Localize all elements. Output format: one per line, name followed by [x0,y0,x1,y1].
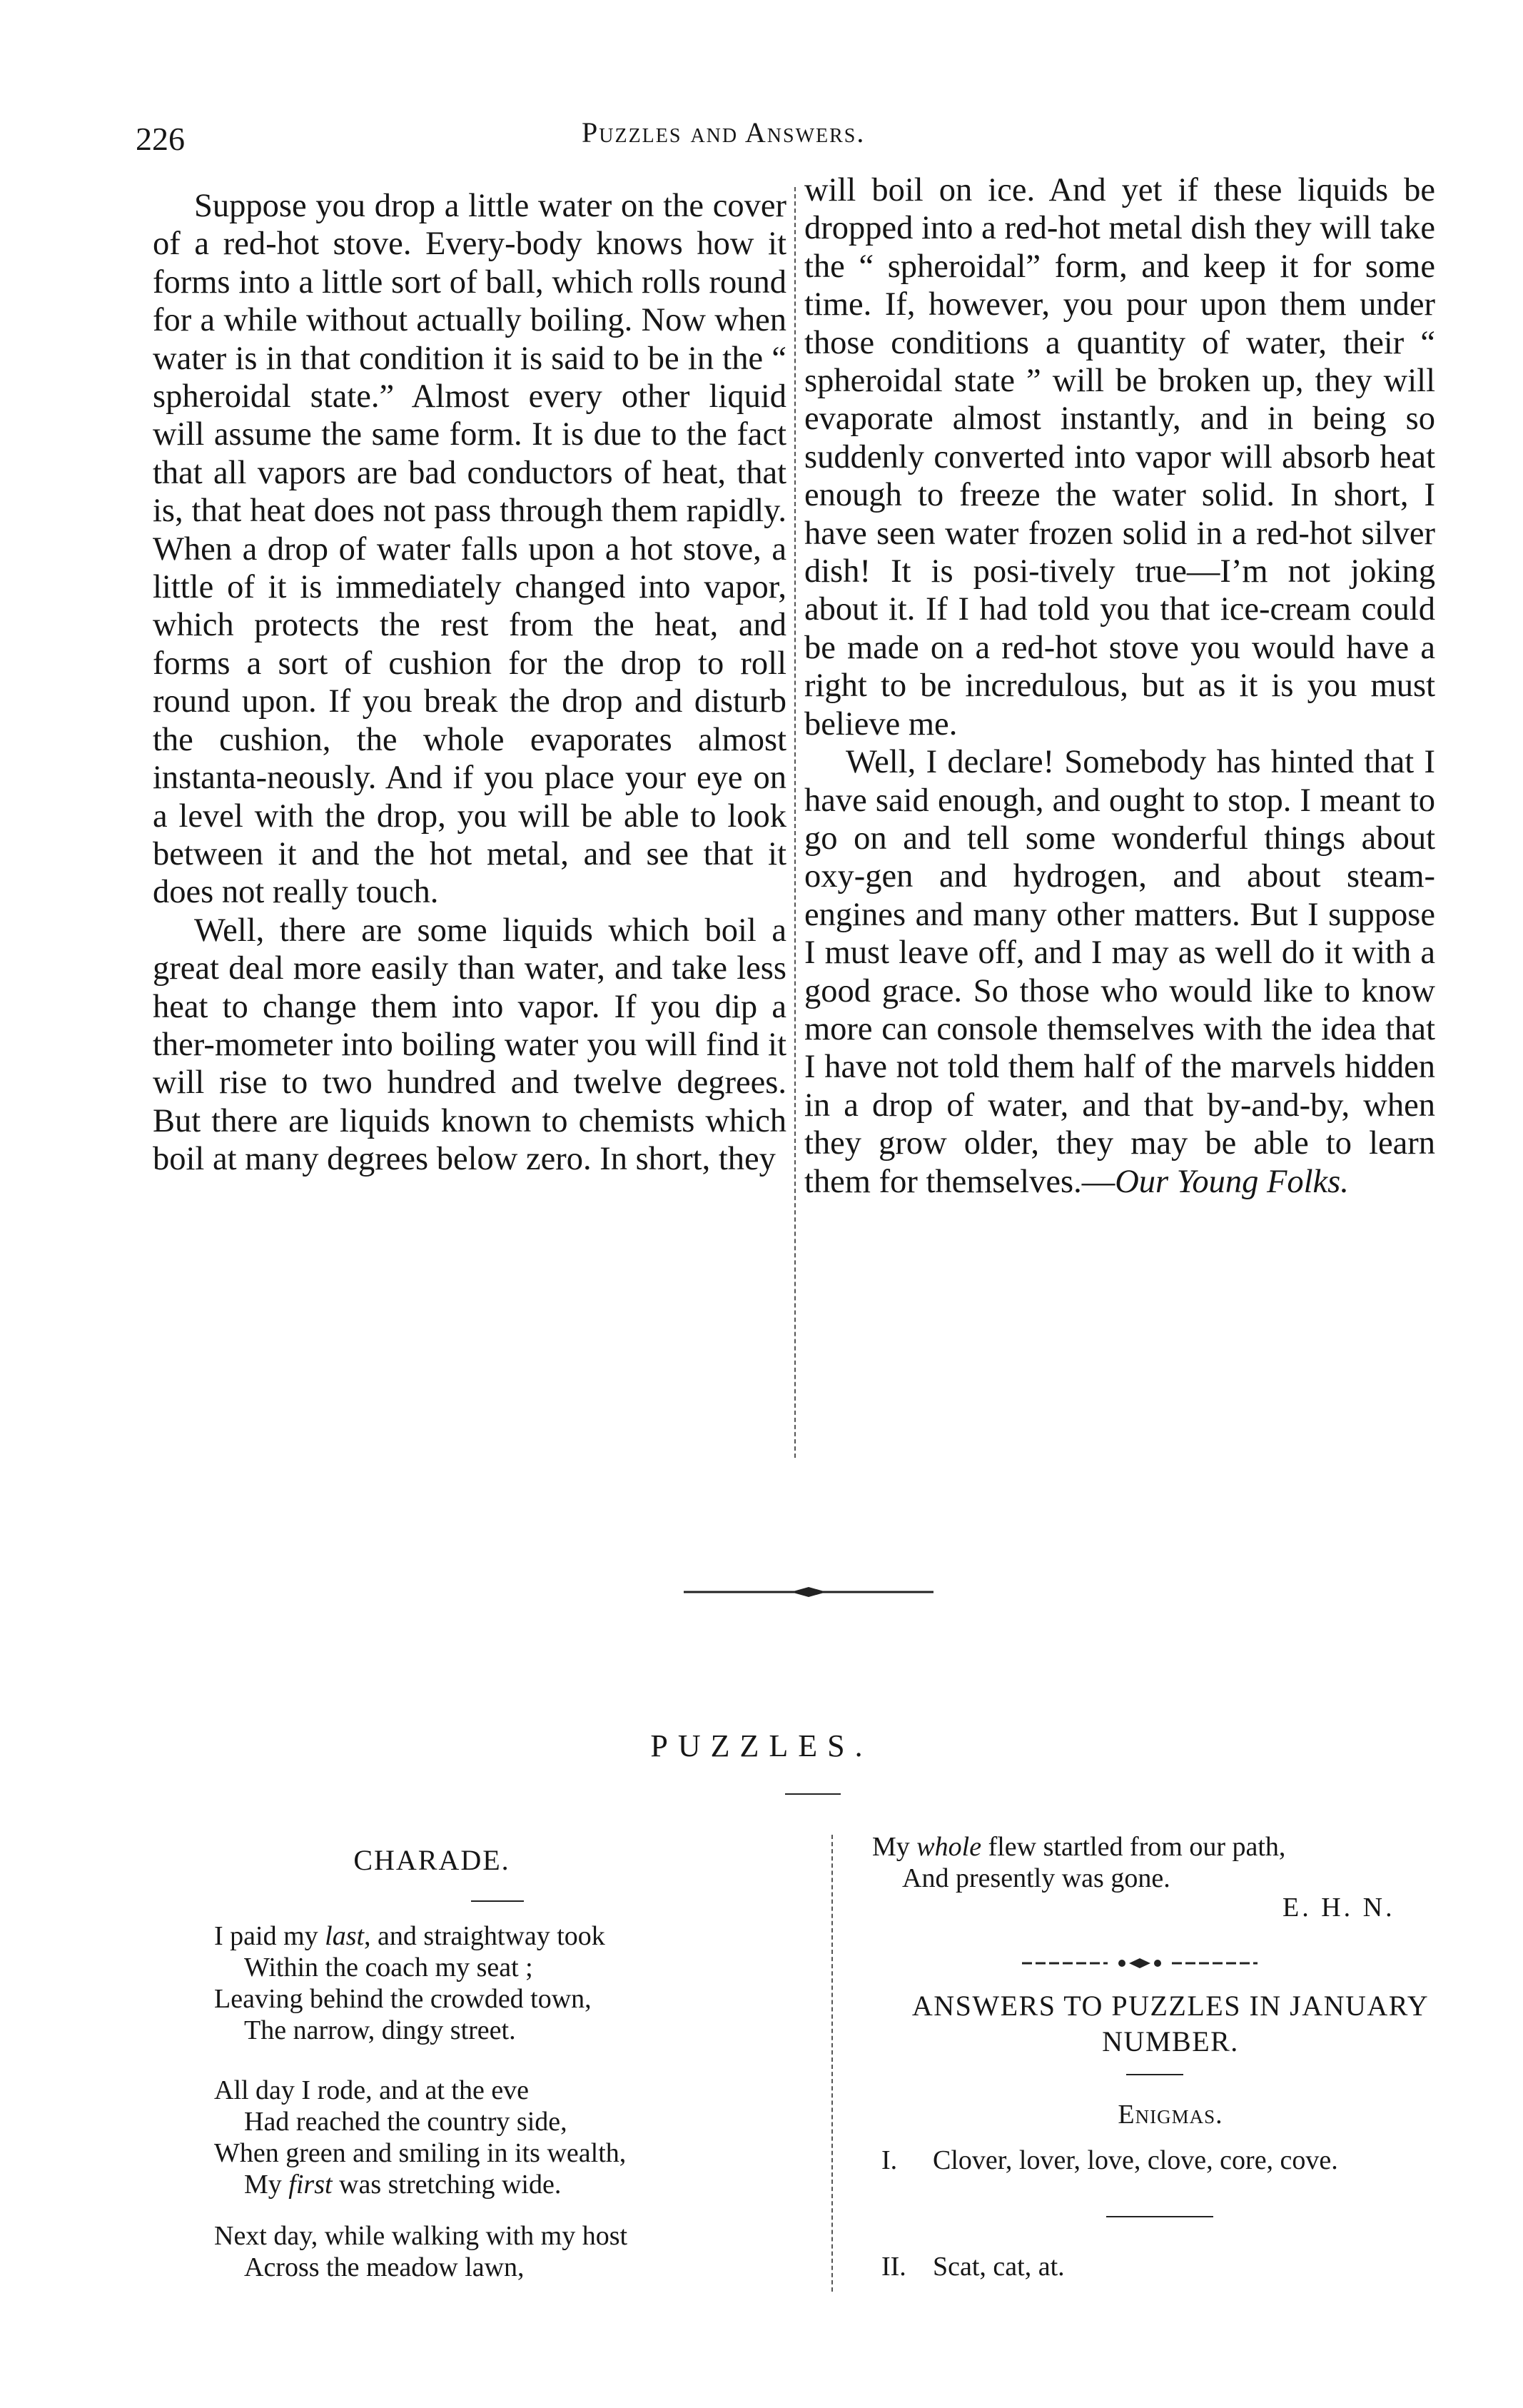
answer-rule [1106,2216,1213,2217]
poem-line: All day I rode, and at the eve [214,2075,530,2105]
poem-line: I paid my last, and straightway took [214,1921,605,1951]
answer-item [881,2251,1065,2282]
answers-ornament [1022,1955,1258,1972]
article-paragraph-text: Well, I declare! Somebody has hinted that I have said enough, and ought to stop. I meant to go on and tell some wonderful things about oxy-gen and hydrogen, and about steam-engines and many other matters. But I suppose I must leave off, and I may as well do it with a good grace. So those who would like to know more can console themselves with the idea that I have not told them half of the marvels hidden in a drop of water, and that by-and-by, when they grow older, they may be able to learn them for themselves.— [804,744,1435,1200]
article-source: Our Young Folks. [1115,1163,1349,1200]
poem-line: Had reached the country side, [244,2107,567,2137]
poem-stanza [214,1920,605,2046]
column-divider [794,187,796,1458]
poem-stanza [214,2075,626,2200]
answer-text: Scat, cat, at. [933,2252,1065,2282]
article-right-column [804,171,1435,1201]
article-left-column [153,187,786,1179]
poem-stanza [214,2220,627,2283]
answer-number: II. [881,2252,906,2282]
answers-rule [1126,2074,1183,2075]
article-paragraph [804,743,1435,1201]
title-rule [785,1793,841,1795]
poem-line: Leaving behind the crowded town, [214,1984,592,2014]
enigmas-heading: Enigmas. [1118,2100,1223,2130]
answers-heading: ANSWERS TO PUZZLES IN JANUARY NUMBER. [911,1990,1430,2057]
answer-number: I. [881,2145,898,2175]
column-divider [831,1835,833,2292]
charade-rule [471,1900,524,1902]
article-paragraph: Well, there are some liquids which boil a great deal more easily than water, and take less heat to change them into vapor. If you dip a ther-mometer into boiling water you will find it will rise to two hundred and twelve degrees. But there are liquids known to chemists which boil at many degrees below zero. In short, they [153,912,786,1178]
charade-heading: CHARADE. [353,1844,510,1876]
running-head: Puzzles and Answers. [582,116,866,148]
answer-item [881,2145,1338,2176]
poem-line: And presently was gone. [902,1863,1170,1893]
page-number: 226 [136,121,185,157]
poem-line: The narrow, dingy street. [244,2015,516,2045]
author-signature: E. H. N. [1282,1893,1395,1923]
poem-line: When green and smiling in its wealth, [214,2138,627,2168]
article-paragraph: Suppose you drop a little water on the cover of a red-hot stove. Every-body knows how it forms into a little sort of ball, which rolls round for a while without actually boiling. Now when water is in that condition it is said to be in the “ spheroidal state.” Almost every other liquid will assume the same form. It is due to the fact that all vapors are bad conductors of heat, that is, that heat does not pass through them rapidly. When a drop of water falls upon a hot stove, a little of it is immediately changed into vapor, which protects the rest from the heat, and forms a sort of cushion for the drop to roll round upon. If you break the drop and disturb the cushion, the whole evaporates almost instanta-neously. And if you place your eye on a level with the drop, you will be able to look between it and the hot metal, and see that it does not really touch. [153,188,786,911]
section-title: PUZZLES. [650,1728,873,1763]
answer-text: Clover, lover, love, clove, core, cove. [933,2145,1338,2175]
poem-line: Next day, while walking with my host [214,2221,628,2251]
section-ornament [684,1581,933,1603]
poem-line: Within the coach my seat ; [244,1953,533,1983]
poem-stanza [872,1831,1285,1894]
article-paragraph: will boil on ice. And yet if these liquids be dropped into a red-hot metal dish they will take the “ spheroidal” form, and keep it for some time. If, however, you pour upon them under those conditions a quantity of water, their “ spheroidal state ” will be broken up, they will evaporate almost instantly, and in being so suddenly converted into vapor will absorb heat enough to freeze the water solid. In short, I have seen water frozen solid in a red-hot silver dish! It is posi-tively true—I’m not joking about it. If I had told you that ice-cream could be made on a red-hot stove you would have a right to be incredulous, but as it is you must believe me. [804,172,1435,742]
poem-line: My whole flew startled from our path, [872,1832,1286,1862]
poem-line: Across the meadow lawn, [244,2252,525,2282]
poem-line: My first was stretching wide. [244,2170,562,2200]
